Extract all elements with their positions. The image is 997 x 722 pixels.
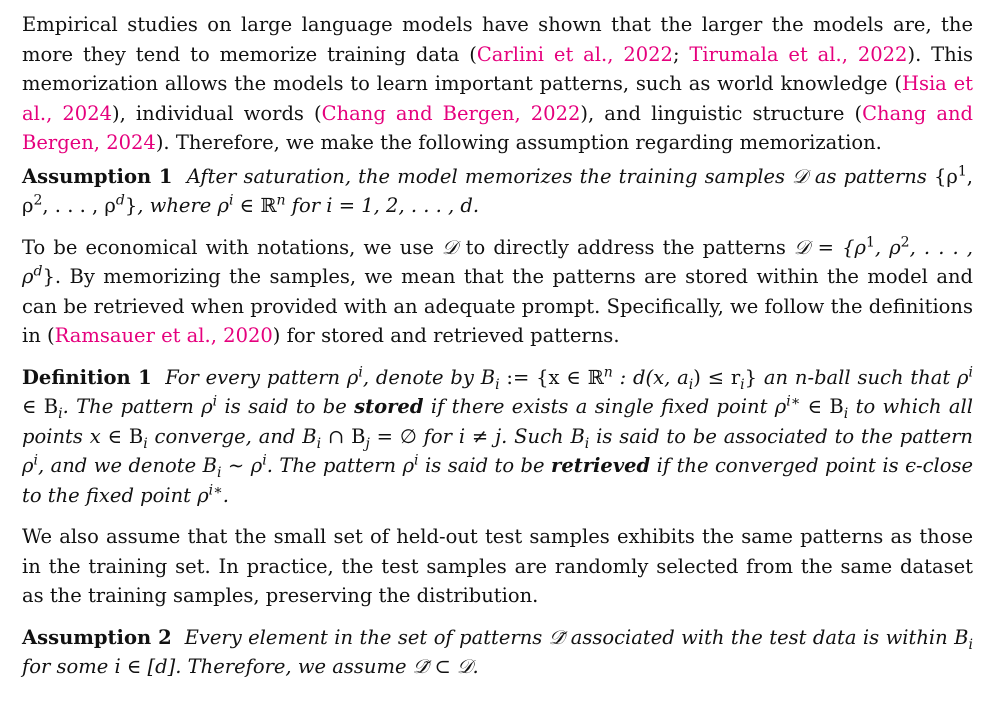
spacer (22, 351, 973, 363)
math-symbol: ∈ ℝ (233, 194, 277, 217)
spacer (22, 611, 973, 623)
paragraph-text: . By memorizing the samples, we mean that the patterns are stored within the model and can be retrieved when provided with an adequate prompt. Specifically, we follow the definitions in ( (22, 265, 973, 347)
math-symbol: = ∅ (369, 424, 417, 448)
definition-text: . Such (501, 424, 571, 448)
math-symbol: , . . . , ρ (22, 235, 973, 288)
math-symbol: ) ≤ r (693, 365, 741, 389)
assumption-text: Every element in the set of patterns (184, 625, 549, 649)
math-symbol: ∩ B (321, 424, 366, 448)
math-symbol: i ∈ [d] (114, 655, 176, 678)
math-symbol: ρ (197, 483, 209, 507)
citation-author[interactable]: Chang and Bergen (22, 101, 974, 154)
spacer (22, 221, 973, 233)
math-symbol: B (954, 625, 969, 649)
definition-text: . The pattern (62, 395, 202, 418)
math-symbol: ∼ ρ (221, 454, 263, 477)
definition-text: -close to the fixed point (22, 454, 974, 507)
math-superscript: 1 (957, 163, 967, 179)
citation-author[interactable]: Chang and Bergen (321, 101, 515, 125)
math-symbol: ρ (217, 194, 229, 217)
intro-paragraph (22, 10, 973, 158)
definition-text: converge, and (147, 424, 303, 448)
math-symbol: ⊂ 𝒟 (428, 655, 473, 678)
math-symbol: x (89, 424, 101, 448)
assumption-1 (22, 162, 973, 221)
math-symbol: ρ (346, 365, 359, 389)
math-superscript: i∗ (208, 482, 223, 498)
math-symbol: } (744, 365, 758, 389)
assumption-text: , where (137, 194, 218, 217)
test-samples-paragraph: We also assume that the small set of held-out test samples exhibits the same patterns as those in the training set. In practice, the test samples are randomly selected from the same dataset as the training samples, preserving the distribution. (22, 525, 973, 607)
assumption-2 (22, 623, 973, 682)
math-subscript: i (216, 464, 222, 481)
spacer (22, 510, 973, 522)
assumption-text: for some (22, 655, 115, 678)
math-superscript: i (33, 452, 38, 469)
intro-text: ). This memorization allows the models to learn important patterns, such as world knowledge ( (22, 42, 973, 95)
math-symbol: 𝒟 (792, 164, 808, 188)
math-superscript: i (414, 452, 419, 469)
definition-1-heading: Definition 1 (22, 365, 152, 389)
paragraph-text: To be economical with notations, we use (22, 235, 442, 259)
definition-text: an (757, 365, 795, 389)
definition-text: For every pattern (165, 365, 347, 389)
term-stored: stored (354, 395, 424, 418)
citation-year[interactable]: 2022 (857, 42, 908, 66)
math-symbol: } (124, 194, 138, 217)
math-superscript: i (228, 192, 234, 209)
math-superscript: d (115, 192, 125, 209)
math-symbol: 𝒟 = {ρ (793, 235, 866, 259)
math-superscript: n (603, 364, 613, 380)
math-subscript: i (968, 636, 973, 653)
math-symbol: B (302, 424, 317, 448)
math-symbol: ρ (22, 454, 34, 477)
math-symbol: ρ (957, 365, 969, 389)
math-superscript: d (33, 263, 43, 280)
math-symbol: , . . . , ρ (42, 194, 116, 217)
math-symbol: ρ (201, 395, 213, 418)
definition-1 (22, 363, 973, 511)
math-symbol: ρ (402, 454, 415, 477)
math-symbol: i ≠ j (458, 424, 502, 448)
definition-text: if there exists a single fixed point (423, 395, 775, 418)
math-symbol: ρ (774, 395, 787, 418)
definition-text: -ball such that (807, 365, 958, 389)
citation-sep: , (841, 42, 858, 66)
definition-text: is said to be (217, 395, 355, 418)
assumption-text: . (472, 194, 480, 217)
math-superscript: n (276, 192, 286, 209)
citation-author[interactable]: Ramsauer et al. (54, 324, 211, 347)
citation-tirumala[interactable] (689, 43, 907, 66)
math-symbol: ∈ B (800, 395, 844, 418)
definition-text: is said to be associated to the pattern (589, 424, 973, 448)
math-symbol: 𝒟̃ (412, 655, 429, 678)
assumption-1-heading: Assumption 1 (22, 164, 173, 188)
citation-sep: , (210, 324, 224, 347)
math-symbol: ∈ B (100, 424, 144, 448)
citation-year[interactable]: 2024 (106, 131, 156, 154)
math-superscript: 2 (900, 234, 910, 250)
math-superscript: i∗ (786, 393, 801, 410)
assumption-text: . (472, 655, 479, 678)
math-superscript: i (358, 364, 363, 380)
paragraph-text: to directly address the patterns (457, 235, 794, 259)
citation-year[interactable]: 2024 (62, 101, 113, 125)
math-symbol: 𝒟 (442, 235, 458, 259)
math-symbol: B (480, 365, 496, 389)
citation-year[interactable]: 2022 (530, 101, 581, 125)
assumption-text: as patterns (807, 164, 934, 188)
math-symbol: i = 1, 2, . . . , d (326, 194, 473, 217)
intro-text: Empirical studies on large language models have shown that the larger the models are, the more they tend to memorize training data ( (22, 13, 973, 66)
math-superscript: i (968, 364, 973, 380)
citation-year[interactable]: 2020 (223, 324, 273, 347)
citation-author[interactable]: Tirumala et al. (689, 42, 842, 66)
math-symbol: := {x ∈ ℝ (499, 365, 604, 389)
citation-author[interactable]: Hsia et al. (22, 72, 973, 125)
assumption-text: for (285, 194, 327, 217)
definition-text: . (222, 483, 229, 507)
math-symbol: } (42, 265, 55, 288)
citation-author[interactable]: Carlini et al. (476, 42, 608, 66)
notation-paragraph (22, 233, 973, 351)
intro-text: ), and linguistic structure ( (580, 101, 863, 125)
math-subscript: i (316, 435, 322, 452)
citation-ramsauer[interactable] (55, 324, 273, 347)
math-superscript: 2 (33, 192, 43, 209)
definition-text: , denote by (362, 365, 481, 389)
definition-text: if the converged point is (650, 454, 906, 477)
intro-text: ). Therefore, we make the following assumption regarding memorization. (155, 131, 882, 154)
intro-text: ), individual words ( (112, 101, 322, 125)
math-subscript: i (143, 435, 148, 452)
assumption-text: associated with the test data is within (564, 625, 955, 649)
citation-sep: , (514, 101, 531, 125)
math-subscript: i (584, 435, 590, 452)
intro-text: ; (672, 42, 690, 66)
math-superscript: 1 (865, 234, 875, 250)
assumption-2-heading: Assumption 2 (22, 625, 172, 649)
math-symbol: {ρ (933, 164, 958, 188)
math-subscript: i (688, 376, 694, 393)
assumption-text: . Therefore, we assume (175, 655, 413, 678)
math-subscript: i (58, 405, 63, 422)
definition-text: is said to be (418, 454, 552, 477)
citation-sep: , (46, 101, 63, 125)
math-superscript: i (262, 452, 267, 469)
definition-text: for (416, 424, 459, 448)
math-symbol: n (794, 365, 808, 389)
math-symbol: B (202, 454, 217, 477)
math-subscript: i (740, 376, 745, 393)
definition-text: , and we denote (37, 454, 203, 477)
term-retrieved: retrieved (551, 454, 651, 477)
math-subscript: j (365, 435, 370, 452)
math-symbol: ϵ (905, 454, 916, 477)
paragraph-text: ) for stored and retrieved patterns. (272, 324, 620, 347)
citation-carlini[interactable] (477, 43, 673, 66)
citation-year[interactable]: 2022 (623, 42, 673, 66)
math-symbol: 𝒟̃ (548, 625, 565, 649)
definition-text: to which all points (22, 395, 973, 448)
math-superscript: i (212, 393, 218, 410)
math-subscript: i (495, 376, 500, 393)
assumption-text: After saturation, the model memorizes the training samples (186, 164, 793, 188)
math-subscript: i (843, 405, 849, 422)
math-symbol: , ρ (22, 164, 973, 217)
citation-sep: , (607, 42, 624, 66)
definition-text: . The pattern (266, 454, 403, 477)
citation-sep: , (93, 131, 107, 154)
math-symbol: , ρ (874, 235, 901, 259)
citation-chang-2022[interactable] (322, 102, 581, 125)
math-symbol: ∈ B (22, 395, 59, 418)
math-symbol: B (570, 424, 585, 448)
math-symbol: : d(x, a (612, 365, 689, 389)
